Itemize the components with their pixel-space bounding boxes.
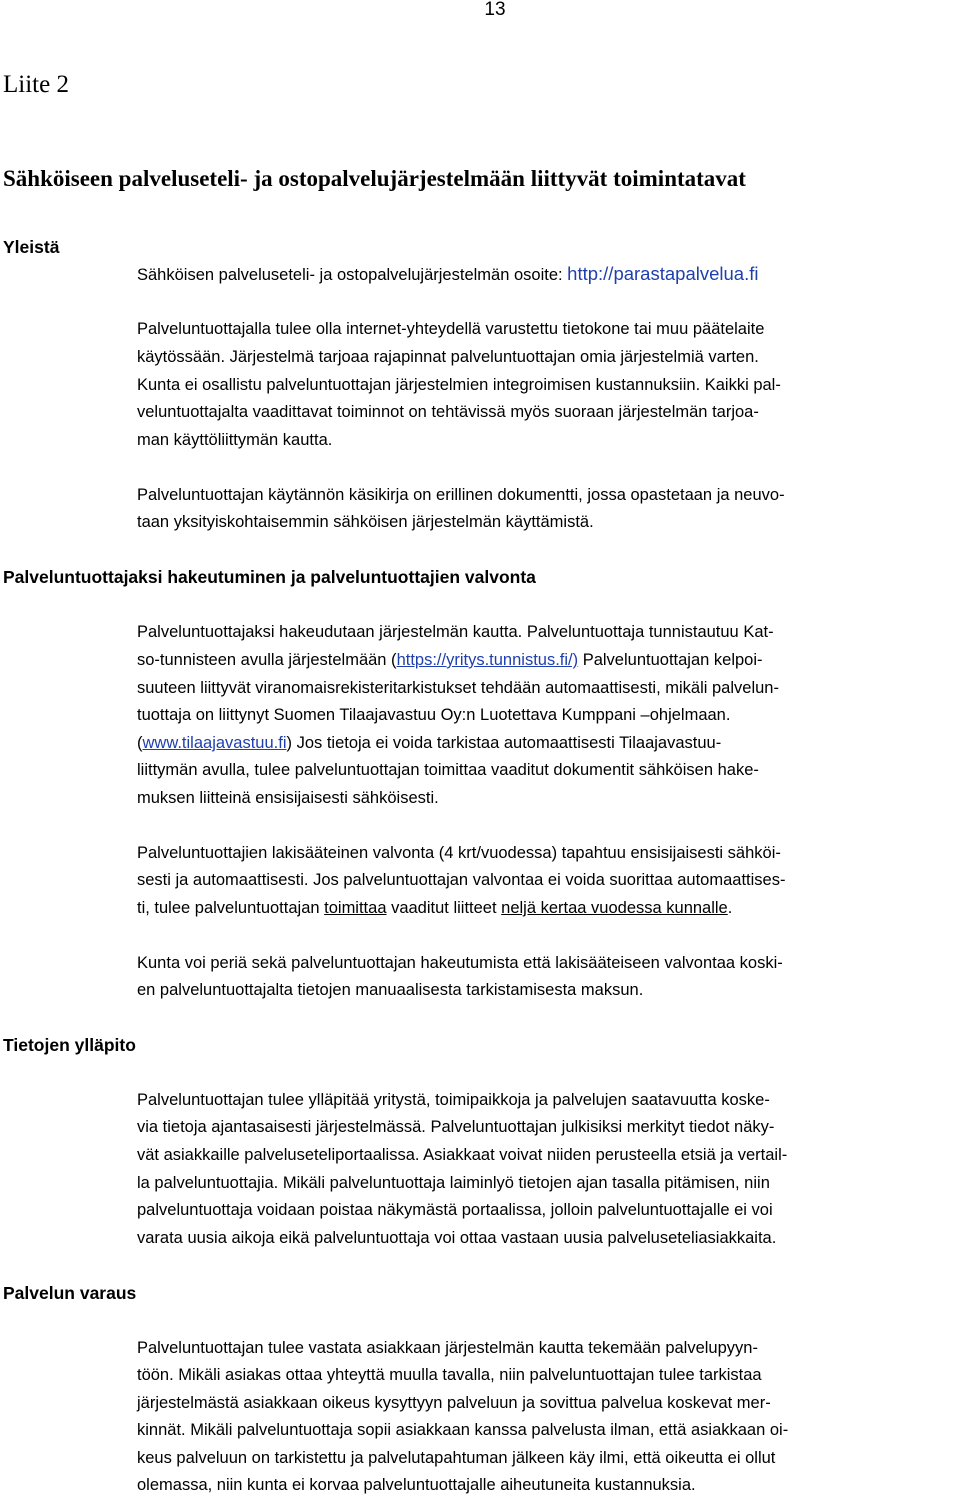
paragraph-line: kinnät. Mikäli palveluntuottaja sopii asiakkaan kanssa palvelusta ilman, että asiakkaan oi- [137,1421,789,1439]
paragraph-line: olemassa, niin kunta ei korvaa palveluntuottajalle aiheutuneita kustannuksia. [137,1476,696,1494]
text-span: ) Jos tietoja ei voida tarkistaa automaattisesti Tilaajavastuu- [286,734,722,752]
paragraph-line: man käyttöliittymän kautta. [137,431,333,449]
paragraph-line: veluntuottajalta vaadittavat toiminnot on tehtävissä myös suoraan järjestelmän tarjoa- [137,403,759,421]
section-heading-hakeutuminen: Palveluntuottajaksi hakeutuminen ja palveluntuottajien valvonta [3,567,536,587]
paragraph-line: Palveluntuottajalla tulee olla internet-yhteydellä varustettu tietokone tai muu päätelaite [137,320,765,338]
paragraph-line: taan yksityiskohtaisemmin sähköisen järjestelmän käyttämistä. [137,513,594,531]
paragraph-line: Palveluntuottajan käytännön käsikirja on erillinen dokumentti, jossa opastetaan ja neuvo- [137,486,785,504]
paragraph-line [137,732,721,754]
paragraph-line: Palveluntuottajan tulee vastata asiakkaan järjestelmän kautta tekemään palvelupyyn- [137,1339,758,1357]
paragraph-line: Palveluntuottajaksi hakeudutaan järjestelmän kautta. Palveluntuottaja tunnistautuu Kat- [137,623,774,641]
appendix-label: Liite 2 [3,71,69,98]
text-span: ti, tulee palveluntuottajan [137,899,325,917]
paragraph-line: tuottaja on liittynyt Suomen Tilaajavastuu Oy:n Luotettava Kumppani –ohjelmaan. [137,706,731,724]
paragraph-line: suuteen liittyvät viranomaisrekisteritarkistukset tehdään automaattisesti, mikäli palvelun- [137,679,779,697]
text-span: . [727,899,733,917]
system-address-line [137,263,758,286]
section-heading-varaus: Palvelun varaus [3,1283,137,1303]
system-address-link[interactable]: http://parastapalvelua.fi [567,263,759,284]
paragraph-line: töön. Mikäli asiakas ottaa yhteyttä muulla tavalla, niin palveluntuottajan tulee tarkistaa [137,1366,762,1384]
paragraph-line: Palveluntuottajan tulee ylläpitää yritystä, toimipaikkoja ja palvelujen saatavuutta koske- [137,1091,770,1109]
paragraph-line: en palveluntuottajalta tietojen manuaalisesta tarkistamisesta maksun. [137,981,644,999]
tilaajavastuu-link[interactable]: www.tilaajavastuu.fi [142,734,287,752]
underlined-text: neljä kertaa vuodessa kunnalle [501,899,728,917]
paragraph-line: Kunta voi periä sekä palveluntuottajan hakeutumista että lakisääteiseen valvontaa koski- [137,954,783,972]
paragraph-line: Palveluntuottajien lakisääteinen valvonta (4 krt/vuodessa) tapahtuu ensisijaisesti sähköi- [137,844,781,862]
paragraph-line: liittymän avulla, tulee palveluntuottajan toimittaa vaaditut dokumentit sähköisen hake- [137,761,759,779]
paragraph-line: sesti ja automaattisesti. Jos palveluntuottajan valvontaa ei voida suorittaa automaattises- [137,871,786,889]
text-span: vaaditut liitteet [386,899,502,917]
system-address-label: Sähköisen palveluseteli- ja ostopalvelujärjestelmän osoite: [137,266,568,284]
paragraph-line [137,897,732,919]
underlined-text: toimittaa [324,899,387,917]
paragraph-line: keus palveluun on tarkistettu ja palvelutapahtuman jälkeen käy ilmi, että oikeutta ei ollut [137,1449,776,1467]
paragraph-line: muksen liitteinä ensisijaisesti sähköisesti. [137,789,439,807]
paragraph-line: vät asiakkaille palveluseteliportaalissa. Asiakkaat voivat niiden perusteella etsiä ja vertail- [137,1146,788,1164]
paragraph-line: palveluntuottaja voidaan poistaa näkymästä portaalissa, jolloin palveluntuottajalle ei voi [137,1201,773,1219]
paragraph-line: varata uusia aikoja eikä palveluntuottaja voi ottaa vastaan uusia palveluseteliasiakkaita. [137,1229,777,1247]
text-span: so-tunnisteen avulla järjestelmään ( [137,651,397,669]
paragraph-line: Kunta ei osallistu palveluntuottajan järjestelmien integroimisen kustannuksiin. Kaikki pal- [137,376,781,394]
paragraph-line: via tietoja ajantasaisesti järjestelmässä. Palveluntuottajan julkisiksi merkityt tiedot näky- [137,1118,775,1136]
text-span: Palveluntuottajan kelpoi- [578,651,763,669]
text-span: ( [137,734,143,752]
paragraph-line: järjestelmästä asiakkaan oikeus kysyttyyn palveluun ja sovittua palvelua koskevat mer- [137,1394,771,1412]
page-number: 13 [484,0,506,20]
section-heading-yleista: Yleistä [3,237,60,257]
section-heading-tietojen: Tietojen ylläpito [3,1035,136,1055]
page-title: Sähköiseen palveluseteli- ja ostopalvelujärjestelmään liittyvät toimintatavat [3,166,746,191]
paragraph-line: käytössään. Järjestelmä tarjoaa rajapinnat palveluntuottajan omia järjestelmiä varten. [137,348,759,366]
paragraph-line [137,649,763,671]
tunnistus-link[interactable]: https://yritys.tunnistus.fi/) [396,651,579,669]
paragraph-line: la palveluntuottajia. Mikäli palveluntuottaja laiminlyö tietojen ajan tasalla pitämisen, niin [137,1174,770,1192]
